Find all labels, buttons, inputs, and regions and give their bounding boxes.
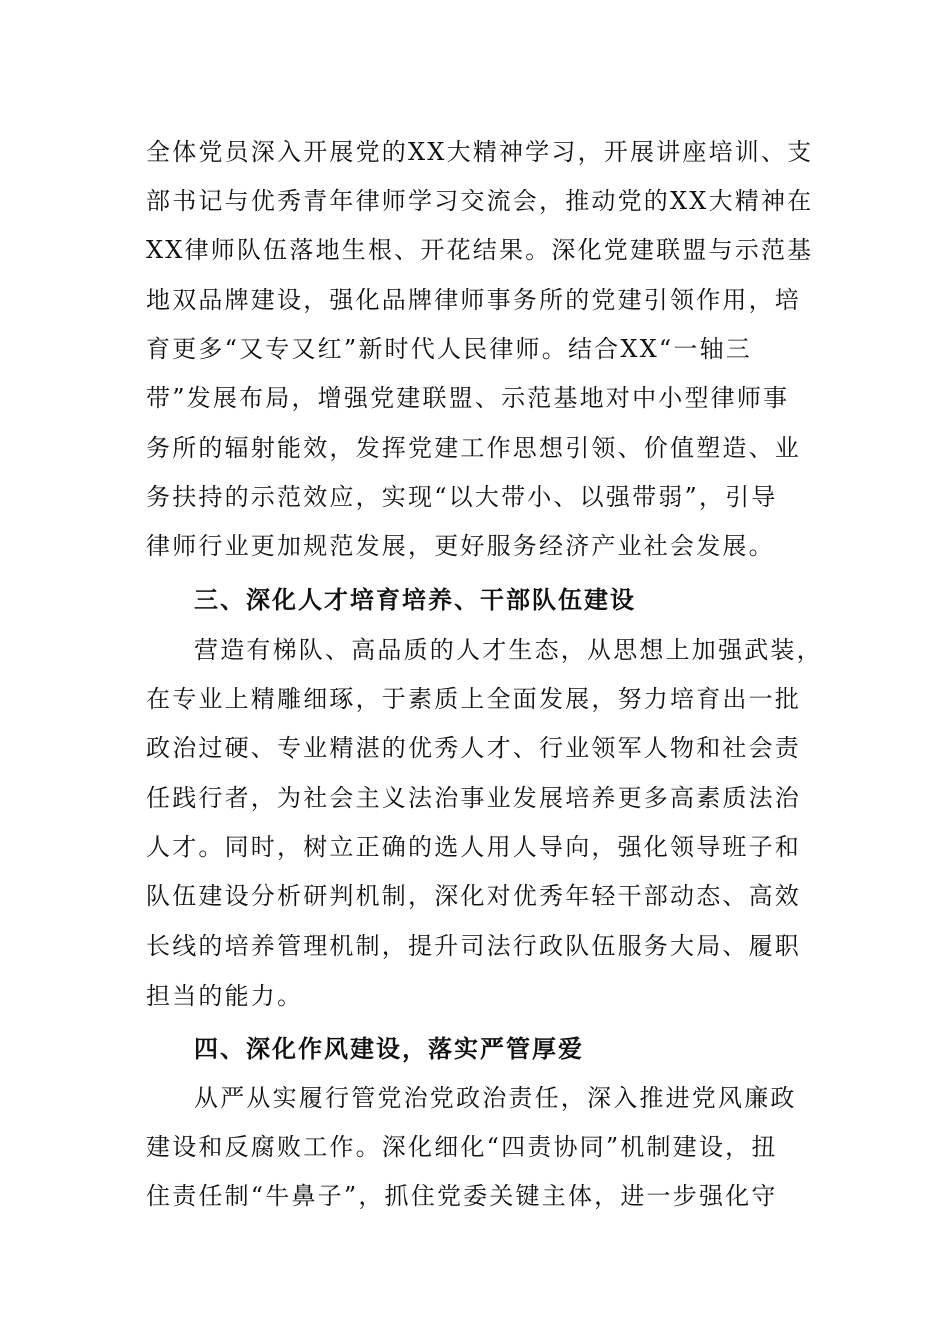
body-text-line: 务扶持的示范效应，实现“以大带小、以强带弱”，引导 xyxy=(146,483,778,511)
body-text-line: 建设和反腐败工作。深化细化“四责协同”机制建设，扭 xyxy=(146,1133,778,1161)
section-heading-3: 三、深化人才培育培养、干部队伍建设 xyxy=(194,585,636,614)
body-text-line: 营造有梯队、高品质的人才生态，从思想上加强武装， xyxy=(194,636,823,664)
body-text-line: 人才。同时，树立正确的选人用人导向，强化领导班子和 xyxy=(146,833,801,861)
body-text-line: 全体党员深入开展党的XX大精神学习，开展讲座培训、支 xyxy=(146,138,814,166)
body-text-line: 地双品牌建设，强化品牌律师事务所的党建引领作用，培 xyxy=(146,286,801,314)
body-text-line: 务所的辐射能效，发挥党建工作思想引领、价值塑造、业 xyxy=(146,434,801,462)
section-heading-4: 四、深化作风建设，落实严管厚爱 xyxy=(194,1034,584,1063)
body-text-line: 在专业上精雕细琢，于素质上全面发展，努力培育出一批 xyxy=(146,685,801,713)
body-text-line: 住责任制“牛鼻子”，抓住党委关键主体，进一步强化守 xyxy=(146,1182,778,1210)
body-text-line: 队伍建设分析研判机制，深化对优秀年轻干部动态、高效 xyxy=(146,882,801,910)
body-text-line: 律师行业更加规范发展，更好服务经济产业社会发展。 xyxy=(146,532,775,560)
body-text-line: 政治过硬、专业精湛的优秀人才、行业领军人物和社会责 xyxy=(146,734,801,762)
body-text-line: 育更多“又专又红”新时代人民律师。结合XX“一轴三 xyxy=(146,335,752,363)
body-text-line: 担当的能力。 xyxy=(146,982,304,1010)
body-text-line: 长线的培养管理机制，提升司法行政队伍服务大局、履职 xyxy=(146,932,801,960)
body-text-line: XX律师队伍落地生根、开花结果。深化党建联盟与示范基 xyxy=(146,236,814,264)
body-text-line: 任践行者，为社会主义法治事业发展培养更多高素质法治 xyxy=(146,784,801,812)
body-text-line: 部书记与优秀青年律师学习交流会，推动党的XX大精神在 xyxy=(146,187,814,215)
body-text-line: 带”发展布局，增强党建联盟、示范基地对中小型律师事 xyxy=(146,384,790,412)
body-text-line: 从严从实履行管党治党政治责任，深入推进党风廉政 xyxy=(194,1084,797,1112)
